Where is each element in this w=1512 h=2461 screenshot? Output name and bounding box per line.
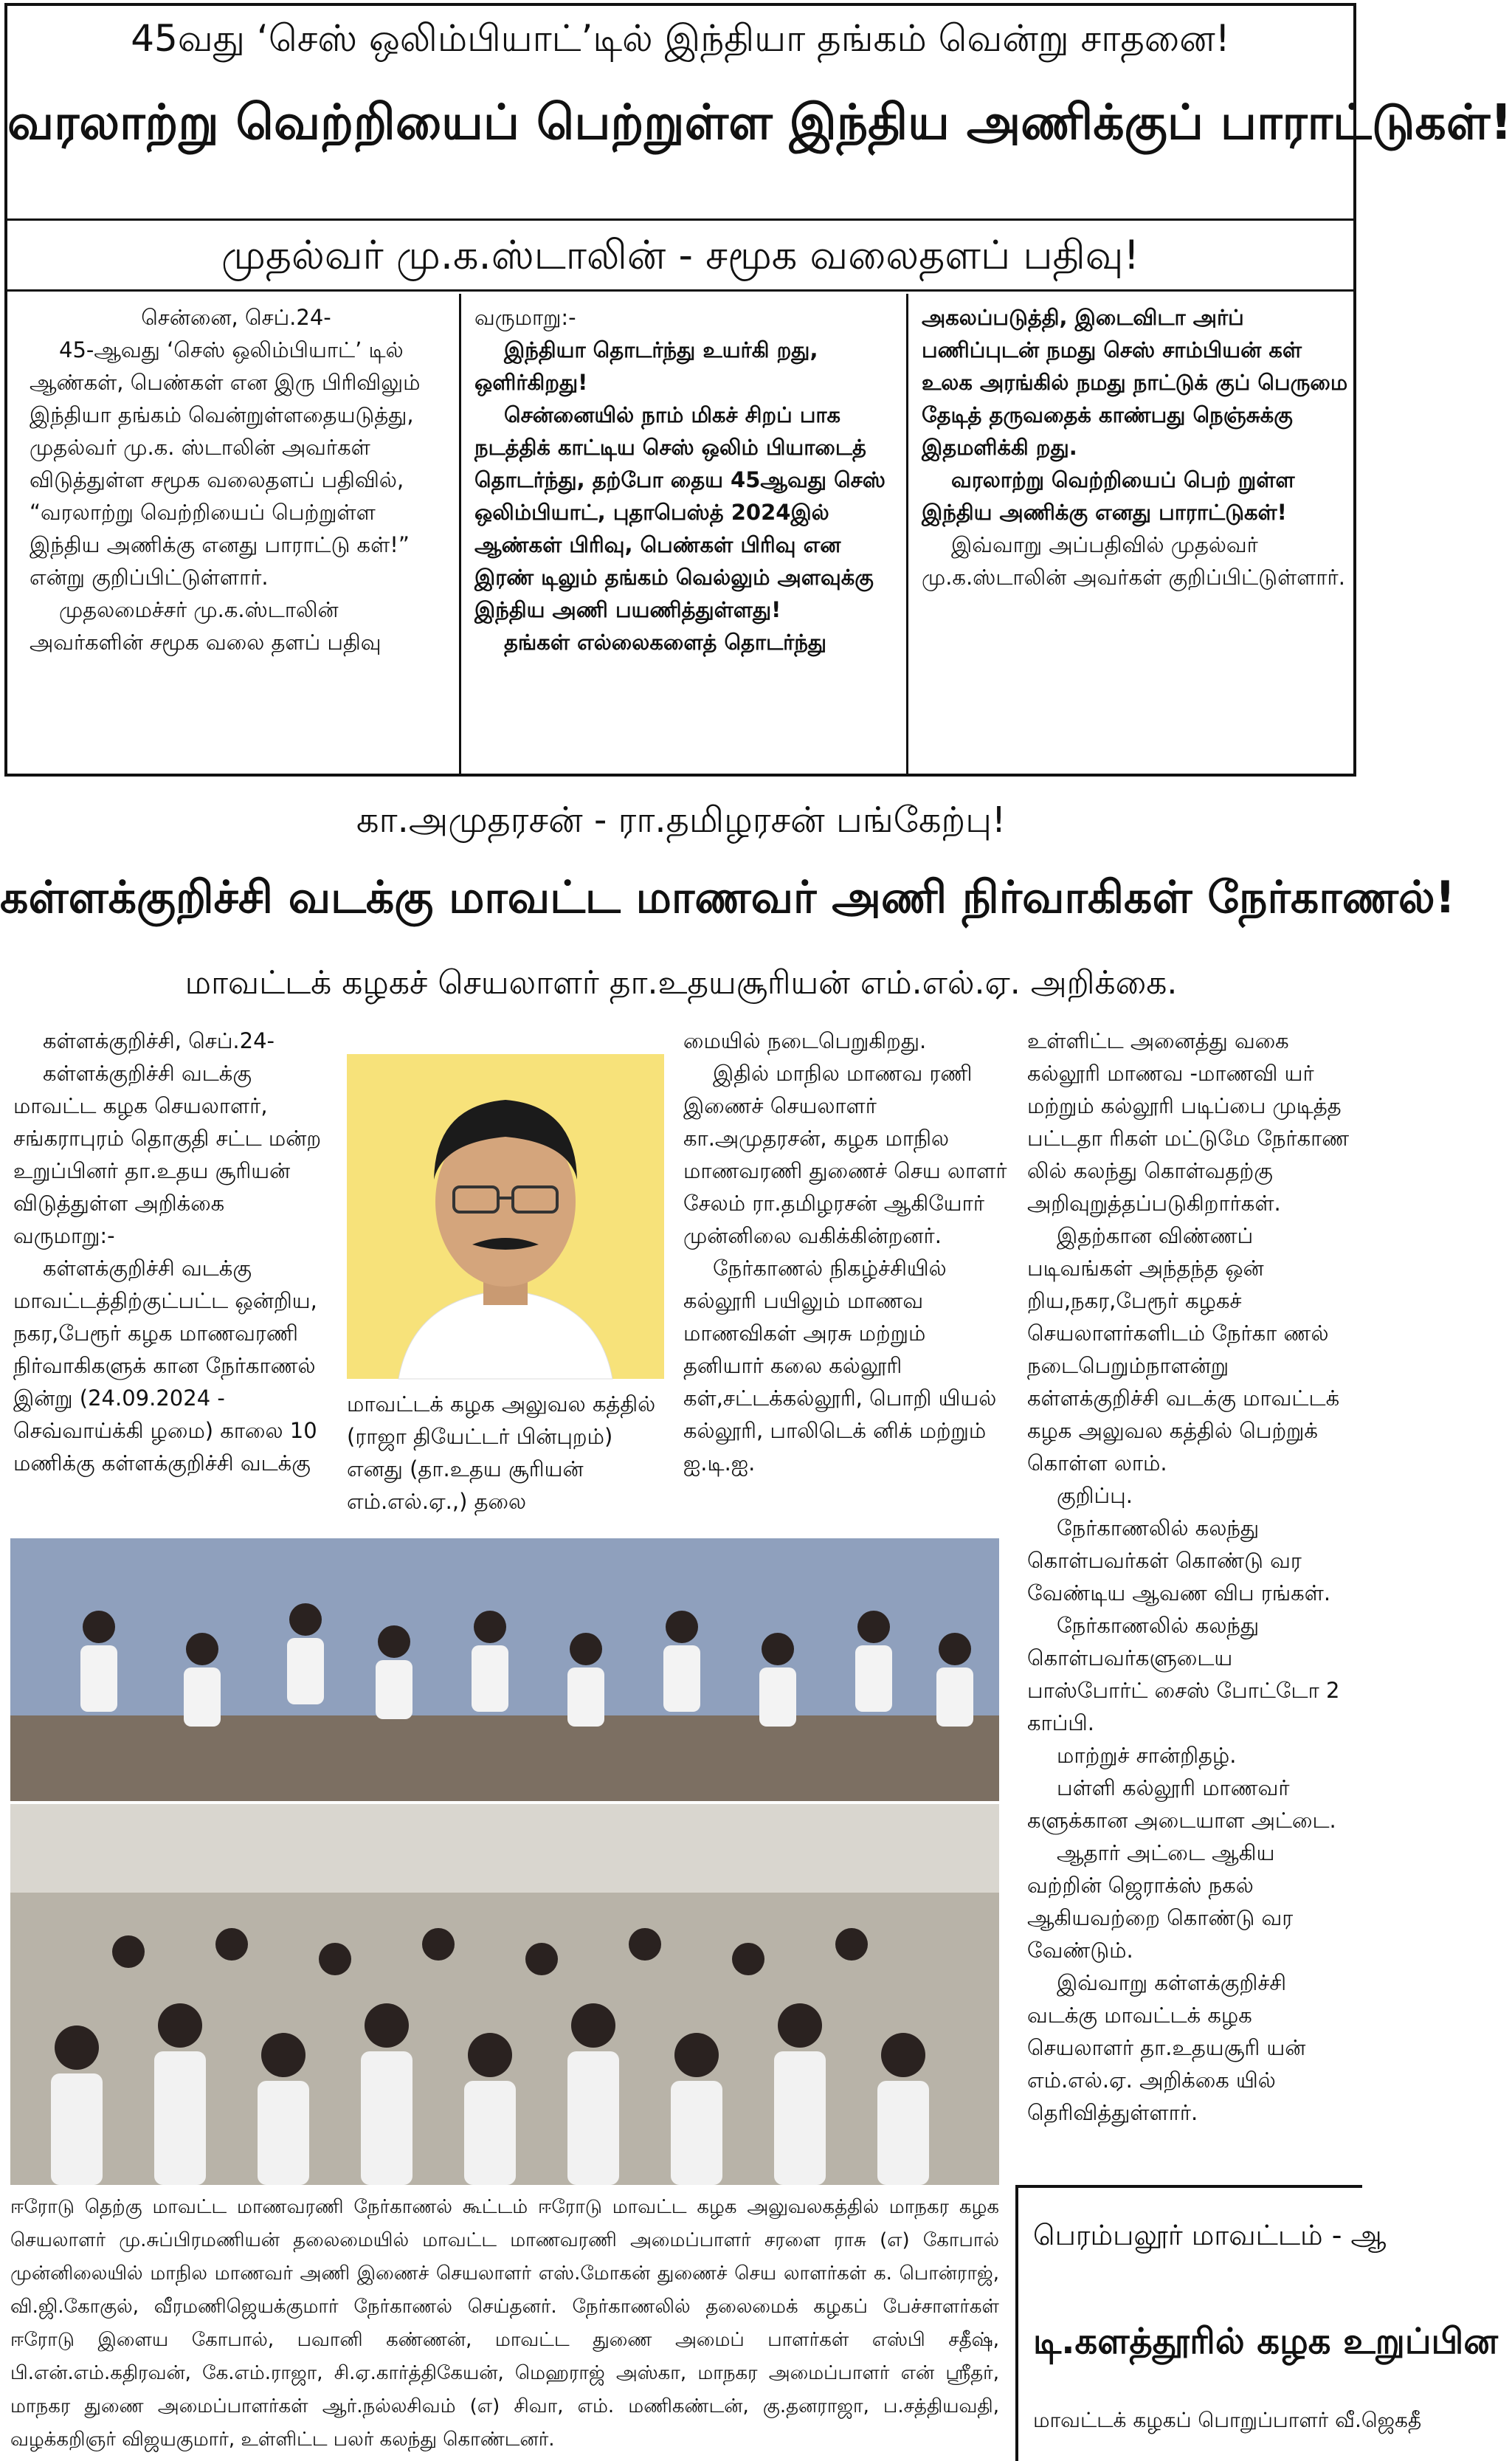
photo-caption: ஈரோடு தெற்கு மாவட்ட மாணவரணி நேர்காணல் கூட்டம் ஈரோடு மாவட்ட கழக அலுவலகத்தில் மாநகர கழக செயலாளர் மு.சுப்பிரமணியன் தலைமையில் மாவட்ட மாணவரணி அமைப்பாளர் சரளை ராசு (எ) கோபால் முன்னிலையில் மாநில மாணவர் அணி இணைச் செயலாளர் எஸ்.மோகன் துணைச் செய லாளர்கள் க. பொன்ராஜ், வி.ஜி.கோகுல், வீரமணிஜெயக்குமார் நேர்காணல் செய்தனர். நேர்காணலில் தலைமைக் கழகப் பேச்சாளர்கள் ஈரோடு இளைய கோபால், பவானி கண்ணன், மாவட்ட துணை அமைப் பாளர்கள் எஸ்பி சதீஷ், பி.என்.எம்.கதிரவன், கே.எம்.ராஜா, சி.ஏ.கார்த்திகேயன், மெஹராஜ் அஸ்கா, மாநகர அமைப்பாளர் என் ஸ்ரீதர், மாநகர துணை அமைப்பாளர்கள் ஆர்.நல்லசிவம் (எ) சிவா, எம். மணிகண்டன், கு.தனராஜா, ப.சத்தியவதி, வழக்கறிஞர் விஜயகுமார், உள்ளிட்ட பலர் கலந்து கொண்டனர். [10, 2196, 999, 2451]
story1-headline: வரலாற்று வெற்றியைப் பெற்றுள்ள இந்திய அணிக்குப் பாராட்டுகள்! [7, 94, 1512, 151]
story2-paragraph: மாவட்டக் கழக அலுவல கத்தில் (ராஜா தியேட்டர் பின்புறம்) எனது (தா.உதய சூரியன் எம்.எல்.ஏ.,) தலை [347, 1391, 656, 1514]
story1-paragraph: தங்கள் எல்லைகளைத் தொடர்ந்து [504, 630, 827, 655]
story3-box [1015, 2185, 1498, 2461]
portrait-illustration [347, 1054, 664, 1379]
story2-paragraph: கள்ளக்குறிச்சி வடக்கு மாவட்ட கழக செயலாளர், சங்கராபுரம் தொகுதி சட்ட மன்ற உறுப்பினர் தா.உதய சூரியன் விடுத்துள்ள அறிக்கை வருமாறு:- [13, 1061, 322, 1248]
crowd-illustration-bottom [10, 1804, 999, 2185]
story2-paragraph: பள்ளி கல்லூரி மாணவர் களுக்கான அடையாள அட்டை. [1027, 1775, 1336, 1833]
story1-paragraph: இந்தியா தொடர்ந்து உயர்கி றது, ஒளிர்கிறது! [474, 337, 818, 395]
story2-kicker: கா.அமுதரசன் - ரா.தமிழரசன் பங்கேற்பு! [356, 799, 1007, 841]
story2-paragraph: நேர்காணலில் கலந்து கொள்பவர்களுடைய பாஸ்போர்ட் சைஸ் போட்டோ 2 காப்பி. [1027, 1613, 1340, 1735]
story2-column-3 [683, 1025, 1008, 1526]
story2-paragraph: உள்ளிட்ட அனைத்து வகை கல்லூரி மாணவ -மாணவி யர் மற்றும் கல்லூரி படிப்பை முடித்த பட்டதா ரிகள் மட்டுமே நேர்காண லில் கலந்து கொள்வதற்கு அறிவுறுத்தப்படுகிறார்கள். [1027, 1028, 1350, 1216]
story1-paragraph: இவ்வாறு அப்பதிவில் முதல்வர் மு.க.ஸ்டாலின் அவர்கள் குறிப்பிட்டுள்ளார். [922, 532, 1345, 590]
story2-column-4 [1027, 1025, 1352, 2176]
story1-dateline: சென்னை, செப்.24- [141, 305, 331, 330]
story2-subhead: மாவட்டக் கழகச் செயலாளர் தா.உதயசூரியன் எம்.எல்.ஏ. அறிக்கை. [184, 964, 1178, 1002]
story2-paragraph: ஆதார் அட்டை ஆகிய வற்றின் ஜெராக்ஸ் நகல் ஆகியவற்றை கொண்டு வர வேண்டும். [1027, 1840, 1294, 1963]
event-photo-bottom [10, 1804, 999, 2185]
story1-paragraph: 45-ஆவது ‘செஸ் ஒலிம்பியாட்’ டில் ஆண்கள், பெண்கள் என இரு பிரிவிலும் இந்தியா தங்கம் வென்றுள்ளதையடுத்து, முதல்வர் மு.க. ஸ்டாலின் அவர்கள் விடுத்துள்ள சமூக வலைதளப் பதிவில், “வரலாற்று வெற்றியைப் பெற்றுள்ள இந்திய அணிக்கு எனது பாராட்டு கள்!” என்று குறிப்பிட்டுள்ளார். [30, 337, 421, 590]
story2-paragraph: நேர்காணலில் கலந்து கொள்பவர்கள் கொண்டு வர வேண்டிய ஆவண விப ரங்கள். [1027, 1515, 1331, 1605]
story1-divider [7, 218, 1353, 221]
story1-paragraph: வரலாற்று வெற்றியைப் பெற் றுள்ள இந்திய அணிக்கு எனது பாராட்டுகள்! [922, 467, 1295, 525]
event-photo-top [10, 1538, 999, 1801]
story2-paragraph: இதற்கான விண்ணப் படிவங்கள் அந்தந்த ஒன் றிய,நகர,பேரூர் கழகச் செயலாளர்களிடம் நேர்கா ணல் நடைபெறும்நாளன்று கள்ளக்குறிச்சி வடக்கு மாவட்டக் கழக அலுவல கத்தில் பெற்றுக் கொள்ள லாம். [1027, 1223, 1340, 1476]
story2-headline: கள்ளக்குறிச்சி வடக்கு மாவட்ட மாணவர் அணி நிர்வாகிகள் நேர்காணல்! [0, 872, 1456, 923]
story3-headline: டி.களத்தூரில் கழக உறுப்பின [1033, 2321, 1498, 2362]
story2-paragraph: இதில் மாநில மாணவ ரணி இணைச் செயலாளர் கா.அமுதரசன், கழக மாநில மாணவரணி துணைச் செய லாளர் சேலம் ரா.தமிழரசன் ஆகியோர் முன்னிலை வகிக்கின்றனர். [683, 1061, 1007, 1248]
story2-column-2-text [347, 1388, 664, 1528]
story3-kicker: பெரம்பலூர் மாவட்டம் - ஆ [1033, 2219, 1387, 2251]
story1-subhead: முதல்வர் மு.க.ஸ்டாலின் - சமூக வலைதளப் பதிவு! [221, 232, 1140, 278]
story2-column-1 [13, 1025, 331, 1526]
story1-paragraph: அகலப்படுத்தி, இடைவிடா அர்ப் பணிப்புடன் நமது செஸ் சாம்பியன் கள் உலக அரங்கில் நமது நாட்டுக் குப் பெருமை தேடித் தருவதைக் காண்பது நெஞ்சுக்கு இதமளிக்கி றது. [922, 305, 1348, 460]
story2-dateline: கள்ளக்குறிச்சி, செப்.24- [43, 1028, 275, 1053]
portrait-photo [347, 1054, 664, 1379]
story1-paragraph: முதலமைச்சர் மு.க.ஸ்டாலின் அவர்களின் சமூக வலை தளப் பதிவு [30, 597, 382, 655]
story1-kicker: 45வது ‘செஸ் ஒலிம்பியாட்’டில் இந்தியா தங்கம் வென்று சாதனை! [131, 17, 1230, 60]
story2-paragraph: இவ்வாறு கள்ளக்குறிச்சி வடக்கு மாவட்டக் கழக செயலாளர் தா.உதயசூரி யன் எம்.எல்.ஏ. அறிக்கை யில் தெரிவித்துள்ளார். [1027, 1970, 1306, 2125]
story2-paragraph: கள்ளக்குறிச்சி வடக்கு மாவட்டத்திற்குட்பட்ட ஒன்றிய, நகர,பேரூர் கழக மாணவரணி நிர்வாகிகளுக் கான நேர்காணல் இன்று (24.09.2024 - செவ்வாய்க்கி ழமை) காலை 10 மணிக்கு கள்ளக்குறிச்சி வடக்கு [13, 1256, 317, 1476]
story3-subline: மாவட்டக் கழகப் பொறுப்பாளர் வீ.ஜெகதீ [1033, 2408, 1422, 2432]
story2-paragraph: மையில் நடைபெறுகிறது. [683, 1028, 927, 1053]
story1-column-3 [906, 294, 1349, 774]
story2-paragraph: நேர்காணல் நிகழ்ச்சியில் கல்லூரி பயிலும் மாணவ மாணவிகள் அரசு மற்றும் தனியார் கலை கல்லூரி கள்,சட்டக்கல்லூரி, பொறி யியல் கல்லூரி, பாலிடெக் னிக் மற்றும் ஐ.டி.ஐ. [683, 1256, 997, 1476]
story1-divider-2 [7, 289, 1353, 292]
story1-box [4, 3, 1512, 777]
story2-paragraph: குறிப்பு. [1057, 1483, 1133, 1508]
story1-column-2 [459, 294, 902, 774]
story2-paragraph: மாற்றுச் சான்றிதழ். [1057, 1743, 1237, 1768]
story1-paragraph: வருமாறு:- [474, 305, 576, 330]
story1-column-1 [30, 301, 443, 766]
story1-paragraph: சென்னையில் நாம் மிகச் சிறப் பாக நடத்திக் காட்டிய செஸ் ஒலிம் பியாடைத் தொடர்ந்து, தற்போ தைய 45ஆவது செஸ் ஒலிம்பியாட், புதாபெஸ்த் 2024இல் ஆண்கள் பிரிவு, பெண்கள் பிரிவு என இரண் டிலும் தங்கம் வெல்லும் அளவுக்கு இந்திய அணி பயணித்துள்ளது! [474, 402, 886, 622]
crowd-illustration-top [10, 1538, 999, 1801]
